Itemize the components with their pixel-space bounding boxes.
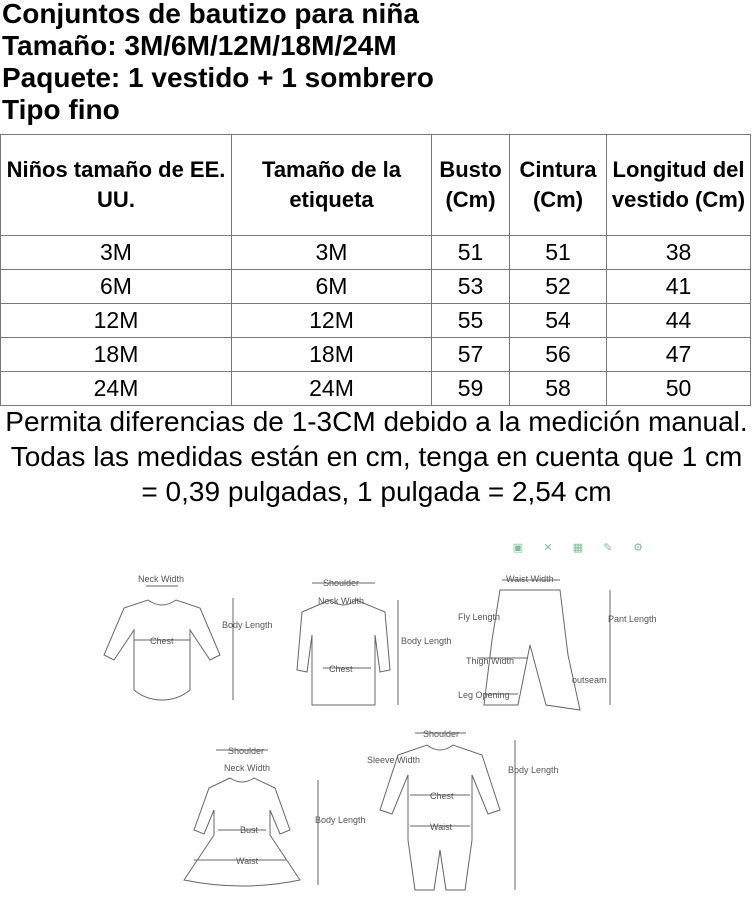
table-cell: 53: [432, 270, 510, 304]
label-sleeve-width: Sleeve Width: [367, 755, 421, 765]
type-line: Tipo fino: [2, 94, 120, 125]
table-cell: 6M: [1, 270, 232, 304]
table-cell: 12M: [1, 304, 232, 338]
label-body-length-dress: Body Length: [315, 815, 366, 825]
label-waist-width: Waist Width: [506, 574, 554, 584]
table-cell: 56: [510, 338, 607, 372]
table-cell: 6M: [232, 270, 432, 304]
table-cell: 38: [607, 236, 751, 270]
col-header-label-size: Tamaño de la etiqueta: [232, 135, 432, 236]
table-cell: 44: [607, 304, 751, 338]
table-cell: 24M: [232, 372, 432, 406]
table-cell: 18M: [232, 338, 432, 372]
col-header-bust: Busto (Cm): [432, 135, 510, 236]
size-table: [0, 134, 751, 406]
table-cell: 24M: [1, 372, 232, 406]
table-row: [1, 270, 751, 304]
crop-icon: ✕: [543, 541, 553, 554]
label-pant-length: Pant Length: [608, 614, 657, 624]
edit-icon: ✎: [603, 541, 613, 554]
image-icon: ▦: [572, 541, 584, 554]
tolerance-note: Permita diferencias de 1-3CM debido a la medición manual.: [5, 406, 748, 437]
table-cell: 47: [607, 338, 751, 372]
table-cell: 50: [607, 372, 751, 406]
product-title: Conjuntos de bautizo para niña: [2, 0, 419, 29]
label-neck-width-shirt: Neck Width: [318, 596, 365, 606]
label-outseam: outseam: [572, 675, 607, 685]
label-waist-romper: Waist: [430, 822, 453, 832]
label-shoulder: Shoulder: [323, 578, 360, 588]
label-thigh-width: Thigh Width: [466, 656, 515, 666]
package-line: Paquete: 1 vestido + 1 sombrero: [2, 62, 434, 93]
measurement-notes: [0, 404, 753, 509]
table-cell: 18M: [1, 338, 232, 372]
label-shoulder-romper: Shoulder: [423, 729, 460, 739]
table-row: [1, 304, 751, 338]
label-body-length-romper: Body Length: [508, 765, 559, 775]
label-shoulder-dress: Shoulder: [228, 746, 265, 756]
table-cell: 54: [510, 304, 607, 338]
table-row: [1, 236, 751, 270]
sizes-line: Tamaño: 3M/6M/12M/18M/24M: [2, 30, 397, 61]
label-body-length: Body Length: [222, 620, 273, 630]
label-fly-length: Fly Length: [458, 612, 501, 622]
label-waist: Waist: [236, 856, 259, 866]
col-header-dress-length: Longitud del vestido (Cm): [607, 135, 751, 236]
label-leg-opening: Leg Opening: [458, 690, 510, 700]
table-row: [1, 372, 751, 406]
table-cell: 51: [432, 236, 510, 270]
diagram-labels: [138, 574, 657, 866]
table-cell: 3M: [1, 236, 232, 270]
table-cell: 12M: [232, 304, 432, 338]
table-cell: 55: [432, 304, 510, 338]
toolbar-icons: [508, 538, 656, 556]
header: [2, 0, 434, 126]
label-chest: Chest: [150, 636, 174, 646]
table-header-row: [1, 135, 751, 236]
table-row: [1, 338, 751, 372]
table-cell: 58: [510, 372, 607, 406]
settings-icon: ⚙: [633, 541, 643, 554]
col-header-us-size: Niños tamaño de EE. UU.: [1, 135, 232, 236]
col-header-waist: Cintura (Cm): [510, 135, 607, 236]
table-cell: 57: [432, 338, 510, 372]
label-body-length-shirt: Body Length: [401, 636, 452, 646]
label-bust: Bust: [240, 825, 259, 835]
measurement-diagrams: [90, 560, 657, 900]
label-neck-width-dress: Neck Width: [224, 763, 271, 773]
table-cell: 52: [510, 270, 607, 304]
label-neck-width: Neck Width: [138, 574, 185, 584]
label-chest-romper: Chest: [430, 791, 454, 801]
table-cell: 51: [510, 236, 607, 270]
label-chest-shirt: Chest: [329, 664, 353, 674]
save-icon: ▣: [512, 541, 524, 554]
table-cell: 59: [432, 372, 510, 406]
conversion-note: Todas las medidas están en cm, tenga en cuenta que 1 cm = 0,39 pulgadas, 1 pulgada = 2,54 cm: [10, 441, 743, 507]
table-cell: 41: [607, 270, 751, 304]
table-cell: 3M: [232, 236, 432, 270]
